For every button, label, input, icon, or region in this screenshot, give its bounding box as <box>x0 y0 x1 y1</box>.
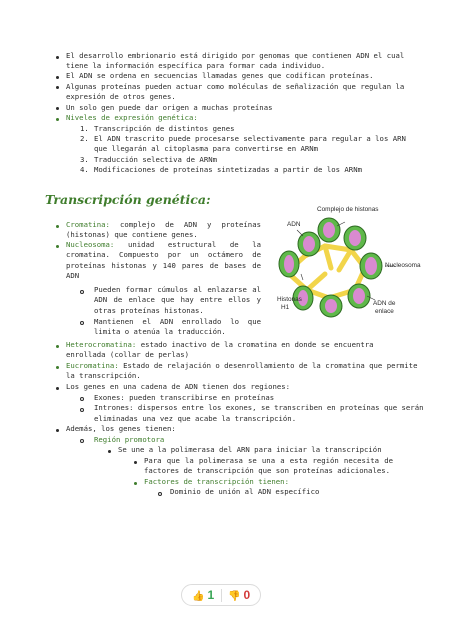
eucromatina-term: Eucromatina: <box>66 361 119 370</box>
level-text: Modificaciones de proteínas sintetizadas a partir de los ARNm <box>94 165 362 174</box>
level-number: 4. <box>80 165 89 174</box>
cromatina-term: Cromatina: <box>66 220 110 229</box>
eucromatina-line-2: la transcripción. <box>66 371 141 380</box>
nucleosoma-sub-1: Pueden formar cúmulos al enlazarse al ADN de enlace que hay entre ellos y otras proteínas histonas. <box>94 285 261 315</box>
downvote-count: 0 <box>243 588 251 602</box>
intrones-text: Intrones: dispersos entre los exones, se transcriben en proteínas que serán <box>94 403 424 412</box>
bullet <box>56 345 59 348</box>
sub-bullet <box>80 439 84 443</box>
label-adn: ADN <box>287 221 301 228</box>
intro-line-4: Un solo gen puede dar origen a muchas proteínas <box>66 103 273 112</box>
bullet <box>56 225 59 228</box>
bullet <box>56 76 59 79</box>
bullet <box>56 429 59 432</box>
intro-line-1b: tiene la información específica para formar cada individuo. <box>66 61 326 70</box>
eucromatina-text: Estado de relajación o desenrollamiento de la cromatina que permite <box>123 361 418 370</box>
nucleosoma-sub-2: Mantienen el ADN enrollado lo que limita o atenúa la traducción. <box>94 317 261 337</box>
sub-bullet <box>80 408 84 412</box>
nucleosoma-term: Nucleosoma: <box>66 240 115 249</box>
eucromatina-line <box>66 361 417 371</box>
nucleosoma-text: unidad estructural de la cromatina. Compuesto por un octámero de proteínas histonas y 140 pares de bases de ADN <box>66 240 261 280</box>
thumbs-up-icon: 👍 <box>192 591 205 602</box>
dominio-text: Dominio de unión al ADN específico <box>170 487 320 496</box>
heterocromatina-term: Heterocromatina: <box>66 340 137 349</box>
nucleosoma-definition <box>66 240 261 281</box>
section-title: Transcripción genética: <box>45 192 211 207</box>
sub-bullet <box>80 290 84 294</box>
level-number: 1. <box>80 124 89 133</box>
bullet <box>134 482 137 485</box>
sub-bullet <box>80 321 84 325</box>
bullet <box>56 56 59 59</box>
level-text: El ADN trascrito puede procesarse selectivamente para regular a los ARN <box>94 134 406 143</box>
bullet <box>56 387 59 390</box>
para-que-text: Para que la polimerasa se una a esta región necesita de <box>144 456 393 465</box>
bullet <box>108 450 111 453</box>
upvote-count: 1 <box>207 588 215 602</box>
intro-line-3: Algunas proteínas pueden actuar como moléculas de señalización que regulan la <box>66 82 405 91</box>
factores-heading: Factores de transcripción tienen: <box>144 477 289 486</box>
label-h1: H1 <box>281 304 290 311</box>
label-enlace: enlace <box>375 308 394 315</box>
divider <box>221 589 222 602</box>
level-text: que llegarán al citoplasma para convertirse en ARNm <box>94 144 319 153</box>
bullet <box>134 461 137 464</box>
heterocromatina-line <box>66 340 374 350</box>
bullet <box>56 107 59 110</box>
para-que-text-2: factores de transcripción que son proteínas adicionales. <box>144 466 391 475</box>
downvote-button[interactable] <box>228 588 250 602</box>
cromatina-definition <box>66 220 261 241</box>
level-number: 3. <box>80 155 89 164</box>
sub-bullet <box>80 397 84 401</box>
level-text: Traducción selectiva de ARNm <box>94 155 218 164</box>
bullet <box>56 245 59 248</box>
genes-regions-intro: Los genes en una cadena de ADN tienen dos regiones: <box>66 382 291 391</box>
levels-heading: Niveles de expresión genética: <box>66 113 198 122</box>
heterocromatina-line-2: enrollada (collar de perlas) <box>66 350 190 359</box>
level-text: Transcripción de distintos genes <box>94 124 235 133</box>
bullet <box>56 366 59 369</box>
heterocromatina-text: estado inactivo de la cromatina en donde se encuentra <box>140 340 374 349</box>
genes-have-intro: Además, los genes tienen: <box>66 424 176 433</box>
exones-text: Exones: pueden transcribirse en proteínas <box>94 393 275 402</box>
bullet <box>56 118 59 121</box>
polimerasa-text: Se une a la polimerasa del ARN para iniciar la transcripción <box>118 445 382 454</box>
label-histonas: Histonas <box>277 296 302 303</box>
cromatina-text: complejo de ADN y proteínas (histonas) que contiene genes. <box>66 220 261 240</box>
intro-line-1: El desarrollo embrionario está dirigido por genomas que contienen ADN el cual <box>66 51 405 60</box>
thumbs-down-icon: 👎 <box>228 591 241 602</box>
bullet <box>56 86 59 89</box>
intro-line-3b: expresión de otros genes. <box>66 92 176 101</box>
level-number: 2. <box>80 134 89 143</box>
label-complejo-histonas: Complejo de histonas <box>317 206 379 213</box>
intro-line-2: El ADN se ordena en secuencias llamadas genes que codifican proteínas. <box>66 71 374 80</box>
region-promotora: Región promotora <box>94 435 165 444</box>
nucleosome-figure <box>267 206 421 320</box>
intrones-text-2: eliminadas una vez que acabe la transcripción. <box>94 414 297 423</box>
label-adn-de: ADN de <box>373 300 396 307</box>
upvote-button[interactable] <box>192 588 214 602</box>
sub-bullet <box>158 492 162 496</box>
vote-widget <box>181 584 261 606</box>
label-nucleosoma: Nucleosoma <box>385 262 421 269</box>
